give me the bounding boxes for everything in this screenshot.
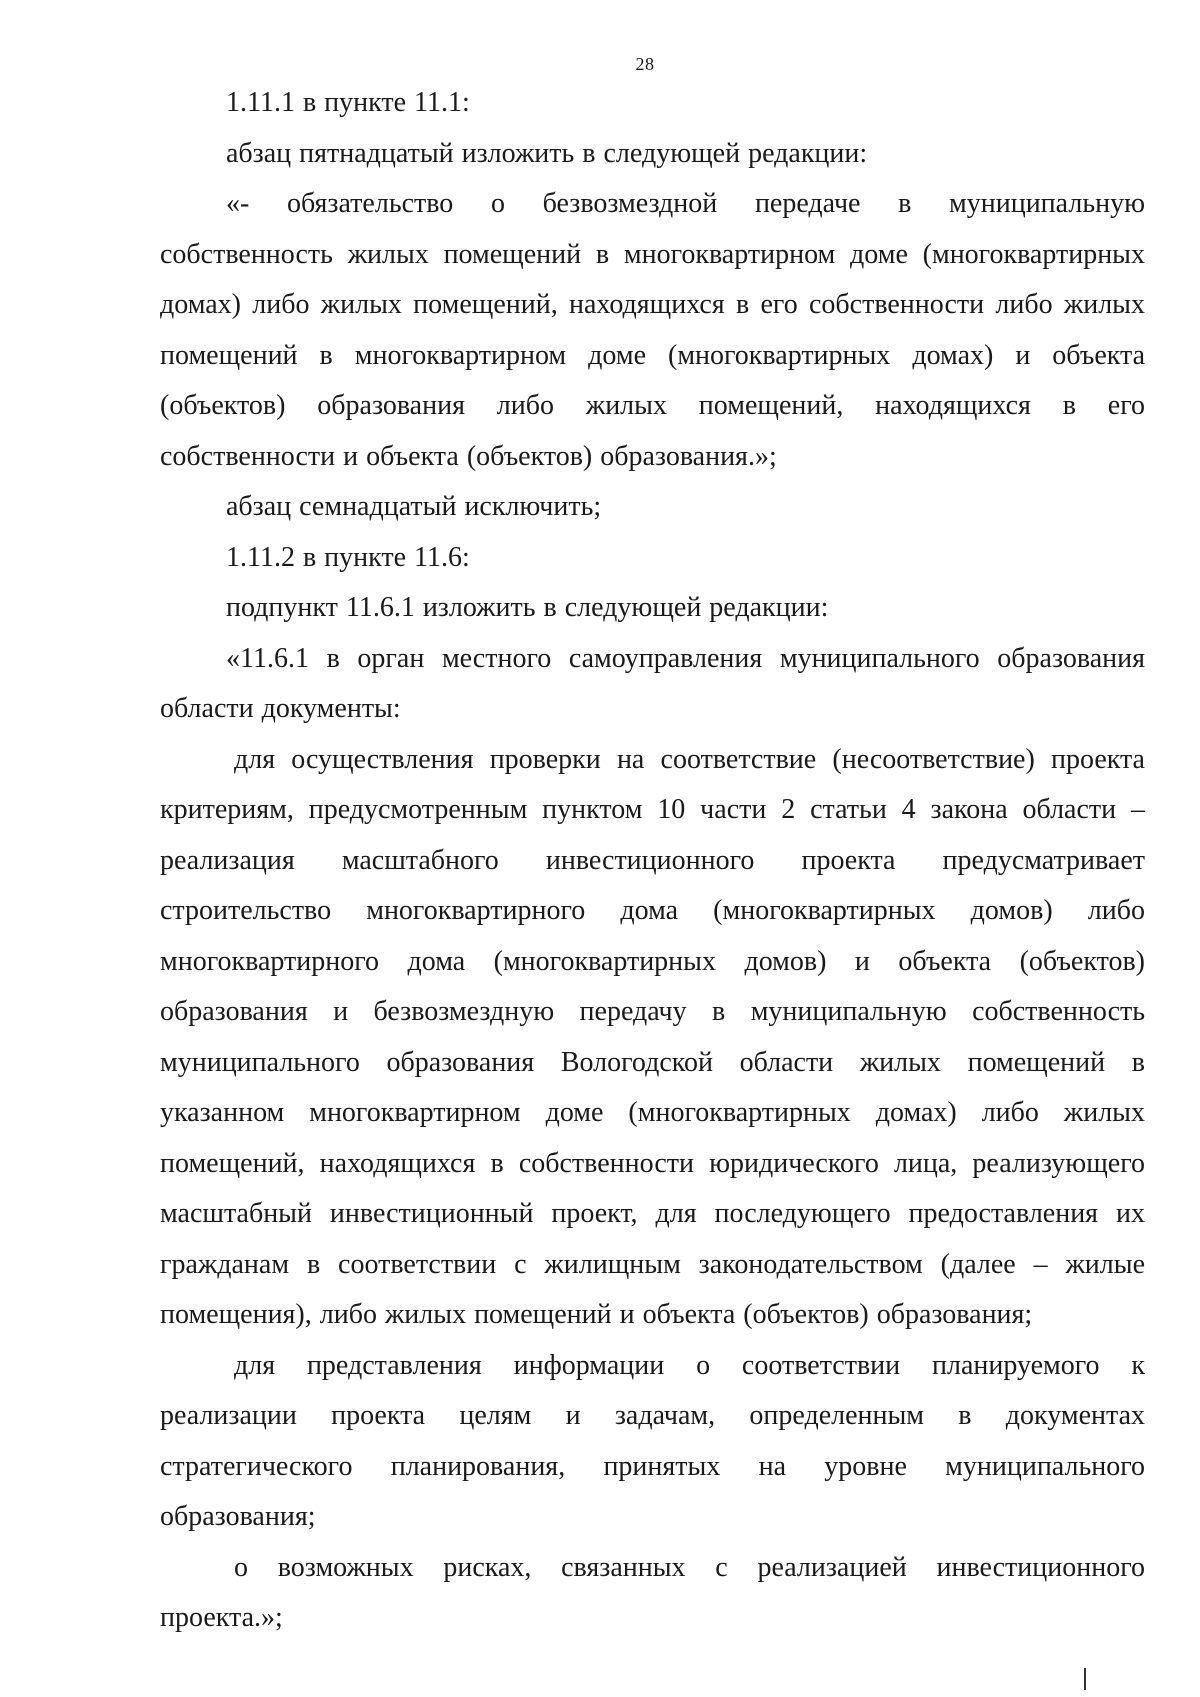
paragraph-item-1111: 1.11.1 в пункте 11.1:: [226, 87, 470, 118]
scan-margin-mark: [1084, 1668, 1086, 1690]
paragraph-subitem-1161: подпункт 11.6.1 изложить в следующей редакции:: [226, 592, 829, 623]
paragraph-risks: о возможных рисках, связанных с реализацией инвестиционного проекта.»;: [160, 1551, 1145, 1633]
document-body: [160, 78, 1145, 1644]
paragraph-obligation-quote: «- обязательство о безвозмездной передаче в муниципальную собственность жилых помещений в многоквартирном доме (многоквартирных домах) либо жилых помещений, находящихся в его собственности либо жилых помещений в многоквартирном доме (многоквартирных домах) и объекта (объектов) образования либо жилых помещений, находящихся в его собственности и объекта (объектов) образования.»;: [160, 188, 1145, 472]
paragraph-1161-quote: «11.6.1 в орган местного самоуправления муниципального образования области документы:: [160, 642, 1145, 724]
paragraph-verification: для осуществления проверки на соответствие (несоответствие) проекта критериям, предусмотренным пунктом 10 части 2 статьи 4 закона области – реализация масштабного инвестиционного проекта предусматривает строительство многоквартирного дома (многоквартирных домов) либо многоквартирного дома (многоквартирных домов) и объекта (объектов) образования и безвозмездную передачу в муниципальную собственность муниципального образования Вологодской области жилых помещений в указанном многоквартирном доме (многоквартирных домах) либо жилых помещений, находящихся в собственности юридического лица, реализующего масштабный инвестиционный проект, для последующего предоставления их гражданам в соответствии с жилищным законодательством (далее – жилые помещения), либо жилых помещений и объекта (объектов) образования;: [160, 743, 1145, 1330]
paragraph-information: для представления информации о соответствии планируемого к реализации проекта целям и задачам, определенным в документах стратегического планирования, принятых на уровне муниципального образования;: [160, 1349, 1145, 1532]
page-number: 28: [635, 54, 655, 74]
paragraph-item-1112: 1.11.2 в пункте 11.6:: [226, 541, 470, 573]
paragraph-abzac-15: абзац пятнадцатый изложить в следующей редакции:: [226, 137, 868, 169]
paragraph-abzac-17: абзац семнадцатый исключить;: [226, 491, 602, 522]
